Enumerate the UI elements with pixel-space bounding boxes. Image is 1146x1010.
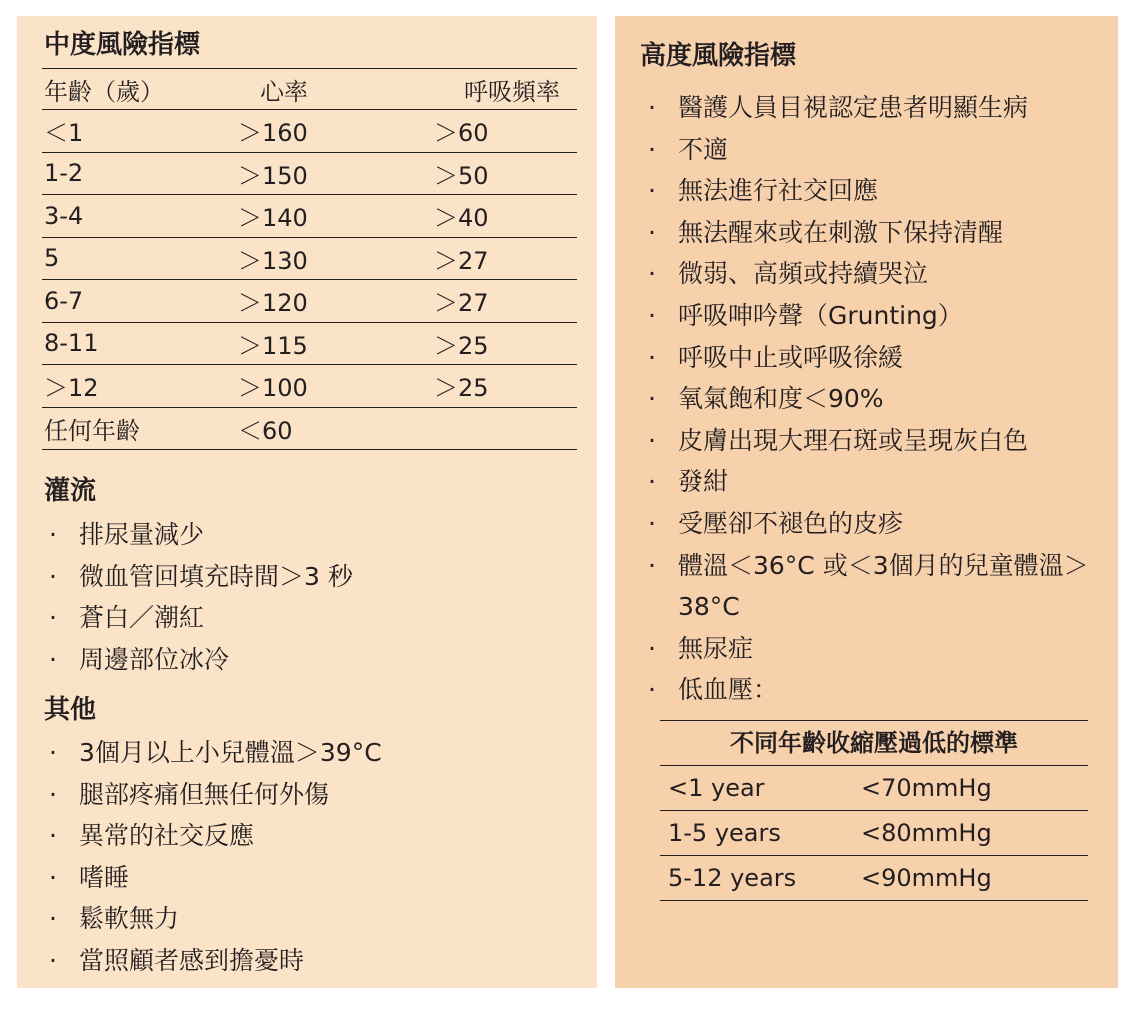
respiratory-rate-cell: ＞40 (434, 204, 489, 233)
bullet: · (49, 738, 57, 767)
list-item: · 蒼白／潮紅 (45, 597, 353, 639)
bullet: · (49, 644, 57, 674)
header-age: 年齡（歲） (44, 77, 164, 106)
age-cell: 6-7 (44, 286, 84, 315)
list-item: · 無尿症 (644, 628, 1114, 670)
list-item: · 3個月以上小兒體溫＞39°C (45, 732, 382, 774)
list-item: · 氧氣飽和度＜90% (644, 378, 1114, 420)
bullet: · (648, 342, 656, 372)
list-item: · 發紺 (644, 461, 1114, 503)
list-item: · 微血管回填充時間＞3 秒 (45, 556, 353, 598)
other-list (45, 732, 382, 982)
bullet: · (648, 550, 656, 580)
bullet: · (49, 779, 57, 809)
heart-rate-cell: ＜60 (238, 416, 293, 445)
list-item: · 腿部疼痛但無任何外傷 (45, 774, 382, 816)
table-row (42, 323, 577, 366)
bp-age-cell: <1 year (668, 774, 765, 802)
bp-age-cell: 5-12 years (668, 864, 797, 892)
respiratory-rate-cell: ＞25 (434, 331, 489, 360)
bullet: · (648, 93, 656, 122)
bullet: · (648, 467, 656, 497)
bullet: · (648, 633, 656, 663)
heart-rate-cell: ＞150 (238, 161, 308, 190)
high-risk-title: 高度風險指標 (640, 41, 797, 71)
heart-rate-cell: ＞140 (238, 204, 308, 233)
bp-age-cell: 1-5 years (668, 819, 781, 847)
table-row (42, 280, 577, 323)
bullet: · (49, 904, 57, 934)
table-row (42, 110, 577, 153)
header-heart-rate: 心率 (260, 77, 308, 106)
moderate-risk-table (42, 68, 577, 450)
table-row (42, 153, 577, 196)
bullet: · (648, 508, 656, 538)
bullet: · (648, 134, 656, 164)
table-row (660, 856, 1088, 901)
respiratory-rate-cell: ＞25 (434, 374, 489, 403)
bullet: · (49, 945, 57, 975)
list-item: · 受壓卻不褪色的皮疹 (644, 503, 1114, 545)
list-item: · 嗜睡 (45, 857, 382, 899)
table-row (42, 238, 577, 281)
bullet: · (648, 675, 656, 705)
age-cell: 任何年齡 (44, 416, 140, 445)
bp-table-title: 不同年齡收縮壓過低的標準 (660, 721, 1088, 766)
perfusion-list (45, 514, 353, 680)
low-blood-pressure-table (660, 720, 1088, 901)
list-item: · 異常的社交反應 (45, 815, 382, 857)
bullet: · (648, 384, 656, 414)
respiratory-rate-cell: ＞60 (434, 119, 489, 148)
list-item: · 醫護人員目視認定患者明顯生病 (644, 87, 1114, 129)
bullet: · (49, 862, 57, 892)
moderate-risk-title: 中度風險指標 (44, 30, 201, 60)
bullet: · (49, 561, 57, 591)
bullet: · (648, 259, 656, 289)
bullet: · (648, 176, 656, 206)
list-item: · 無法醒來或在刺激下保持清醒 (644, 212, 1114, 254)
list-item: · 鬆軟無力 (45, 898, 382, 940)
bullet: · (49, 821, 57, 851)
heart-rate-cell: ＞115 (238, 331, 308, 360)
high-risk-panel (615, 16, 1118, 988)
bp-threshold-cell: <70mmHg (861, 774, 992, 802)
respiratory-rate-cell: ＞50 (434, 161, 489, 190)
age-cell: 3-4 (44, 201, 84, 230)
list-item: · 皮膚出現大理石斑或呈現灰白色 (644, 420, 1114, 462)
bullet: · (49, 603, 57, 633)
heart-rate-cell: ＞130 (238, 246, 308, 275)
header-respiratory-rate: 呼吸頻率 (464, 77, 560, 106)
perfusion-title: 灌流 (44, 476, 97, 506)
list-item: · 不適 (644, 129, 1114, 171)
bullet: · (49, 520, 57, 549)
respiratory-rate-cell: ＞27 (434, 246, 489, 275)
table-row (42, 365, 577, 408)
list-item: · 周邊部位冰冷 (45, 639, 353, 681)
list-item: · 排尿量減少 (45, 514, 353, 556)
bp-threshold-cell: <90mmHg (861, 864, 992, 892)
age-cell: ＜1 (44, 119, 84, 148)
table-row (660, 766, 1088, 811)
bullet: · (648, 300, 656, 330)
heart-rate-cell: ＞100 (238, 374, 308, 403)
list-item: · 當照顧者感到擔憂時 (45, 940, 382, 982)
other-title: 其他 (44, 695, 97, 725)
moderate-risk-panel (17, 16, 597, 988)
age-cell: 5 (44, 244, 60, 273)
bp-threshold-cell: <80mmHg (861, 819, 992, 847)
age-cell: 1-2 (44, 159, 84, 188)
list-item: · 無法進行社交回應 (644, 170, 1114, 212)
list-item: · 呼吸呻吟聲（Grunting） (644, 295, 1114, 337)
list-item: · 體溫＜36°C 或＜3個月的兒童體溫＞38°C (644, 545, 1114, 628)
bullet: · (648, 425, 656, 455)
list-item: · 低血壓： (644, 669, 1114, 711)
table-row (42, 408, 577, 451)
heart-rate-cell: ＞160 (238, 119, 308, 148)
bullet: · (648, 217, 656, 247)
age-cell: ＞12 (44, 374, 99, 403)
heart-rate-cell: ＞120 (238, 289, 308, 318)
table-header-row (42, 69, 577, 110)
table-row (42, 195, 577, 238)
list-item: · 微弱、高頻或持續哭泣 (644, 253, 1114, 295)
high-risk-list (644, 87, 1114, 711)
age-cell: 8-11 (44, 329, 99, 358)
respiratory-rate-cell: ＞27 (434, 289, 489, 318)
table-row (660, 811, 1088, 856)
list-item: · 呼吸中止或呼吸徐緩 (644, 337, 1114, 379)
